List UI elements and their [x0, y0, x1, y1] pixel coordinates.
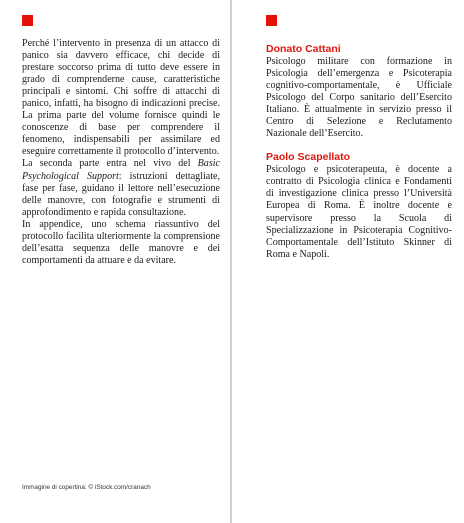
- authors-section: [266, 38, 452, 271]
- author-block: [266, 42, 452, 140]
- author-name: Donato Cattani: [266, 43, 341, 55]
- blurb-text: [22, 38, 220, 267]
- blurb-paragraph-1: Perché l’intervento in presenza di un attacco di panico sia davvero efficace, chi decide di prestare soccorso prima di tutto deve essere in grado di comprenderne cause, caratteristiche principali e sintomi. Chi soffre di attacchi di panico, infatti, ha bisogno di indicazioni precise. La prima parte del volume fornisce quindi le conoscenze di base per comprendere il fenomeno, indispensabili per assimilare ed eseguire correttamente il protocollo d’intervento.: [22, 38, 220, 158]
- author-block: [266, 150, 452, 260]
- author-bio: Psicologo militare con formazione in Psicologia dell’emergenza e Psicoterapia cognitivo-comportamentale, è Ufficiale Psicologo del Corpo sanitario dell’Esercito Italiano. È attualmente in servizio presso il Centro di Selezione e Reclutamento Nazionale dell’Esercito.: [266, 56, 452, 140]
- blurb-paragraph-2: [22, 158, 220, 218]
- author-bio: Psicologo e psicoterapeuta, è docente a contratto di Psicologia clinica e Fondamenti di investigazione clinica presso l’Università Europea di Roma. È inoltre docente e supervisore presso la Scuola di Specializzazione in Psicoterapia Cognitivo-Comportamentale dell’Istituto Skinner di Roma e Napoli.: [266, 164, 452, 260]
- blurb-paragraph-3: In appendice, uno schema riassuntivo del protocollo facilita ulteriormente la comprensione dell’esatta sequenza delle manovre e dei comportamenti da attuare e da evitare.: [22, 218, 220, 266]
- blurb-paragraph-2-end: : istruzioni dettagliate, fase per fase, guidano il lettore nell’esecuzione delle manovre, con fotografie e strumenti di approfondimento e rapida consultazione.: [22, 170, 220, 218]
- blurb-paragraph-2-italic: Basic Psychological Support: [22, 158, 220, 182]
- left-page: [0, 0, 231, 523]
- blurb-paragraph-2-start: La seconda parte entra nel vivo del: [22, 158, 198, 170]
- cover-image-credit: Immagine di copertina: © iStock.com/cranach: [22, 484, 151, 491]
- author-name: Paolo Scapellato: [266, 151, 351, 164]
- right-page: [232, 0, 464, 523]
- red-square-marker: [22, 15, 33, 26]
- red-square-marker: [266, 15, 277, 26]
